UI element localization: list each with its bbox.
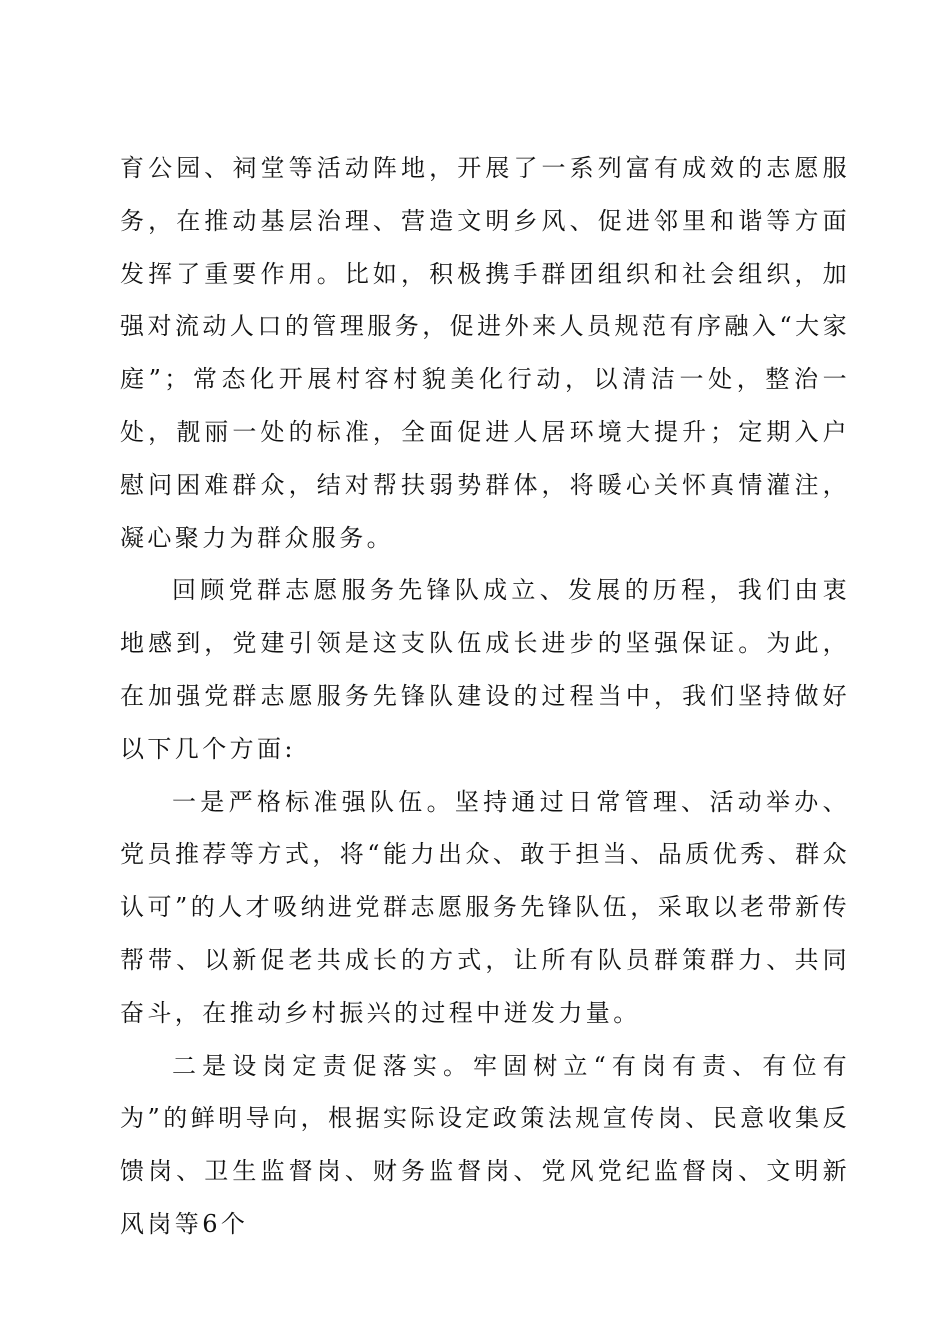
paragraph-3: 一是严格标准强队伍。坚持通过日常管理、活动举办、党员推荐等方式，将“能力出众、敢于担当、品质优秀、群众认可”的人才吸纳进党群志愿服务先锋队伍，采取以老带新传帮带、以新促老共成长的方式，让所有队员群策群力、共同奋斗，在推动乡村振兴的过程中迸发力量。 <box>120 787 850 1027</box>
document-body <box>120 142 850 1251</box>
paragraph-2: 回顾党群志愿服务先锋队成立、发展的历程，我们由衷地感到，党建引领是这支队伍成长进步的坚强保证。为此，在加强党群志愿服务先锋队建设的过程当中，我们坚持做好以下几个方面: <box>120 576 850 763</box>
paragraph-4: 二是设岗定责促落实。牢固树立“有岗有责、有位有为”的鲜明导向，根据实际设定政策法规宣传岗、民意收集反馈岗、卫生监督岗、财务监督岗、党风党纪监督岗、文明新风岗等6个 <box>120 1051 850 1238</box>
paragraph-1: 育公园、祠堂等活动阵地，开展了一系列富有成效的志愿服务，在推动基层治理、营造文明乡风、促进邻里和谐等方面发挥了重要作用。比如，积极携手群团组织和社会组织，加强对流动人口的管理服务，促进外来人员规范有序融入“大家庭”；常态化开展村容村貌美化行动，以清洁一处，整治一处，靓丽一处的标准，全面促进人居环境大提升；定期入户慰问困难群众，结对帮扶弱势群体，将暖心关怀真情灌注，凝心聚力为群众服务。 <box>120 154 850 552</box>
